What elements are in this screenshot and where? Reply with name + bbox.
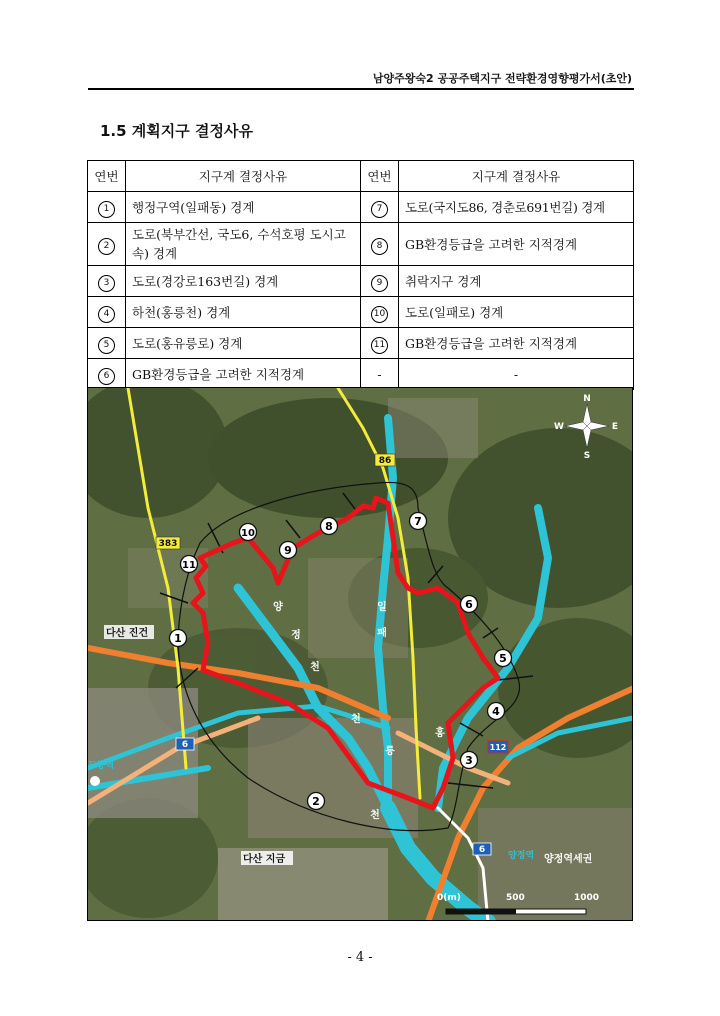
svg-text:4: 4 xyxy=(492,705,500,718)
row-number: 9 xyxy=(371,275,388,292)
row-number: 3 xyxy=(98,275,115,292)
svg-text:6: 6 xyxy=(465,598,473,611)
stream-char: 천 xyxy=(351,714,361,725)
row-number: 7 xyxy=(371,201,388,218)
row-number: 11 xyxy=(371,337,388,354)
marker-5 xyxy=(495,650,512,667)
reason-cell: 도로(북부간선, 국도6, 수석호평 도시고속) 경계 xyxy=(126,223,361,266)
place-label: 양정역 xyxy=(508,851,535,861)
scale-zero-label: 0(m) xyxy=(437,893,461,903)
stream-char: 패 xyxy=(377,628,387,639)
stream-char: 홍 xyxy=(435,728,445,739)
table-row xyxy=(88,328,634,359)
row-number: 1 xyxy=(98,201,115,218)
reason-cell: GB환경등급을 고려한 지적경계 xyxy=(399,328,634,359)
table-row xyxy=(88,359,634,390)
header-rule xyxy=(88,88,634,90)
row-number: - xyxy=(361,359,399,390)
svg-text:2: 2 xyxy=(312,795,320,808)
reason-cell: 행정구역(일패동) 경계 xyxy=(126,192,361,223)
reason-cell: - xyxy=(399,359,634,390)
scale-mid-label: 500 xyxy=(506,893,525,903)
svg-text:5: 5 xyxy=(499,652,507,665)
table-row xyxy=(88,192,634,223)
marker-9 xyxy=(280,542,297,559)
place-label: 도농역 xyxy=(88,761,115,771)
column-header-reason: 지구계 결정사유 xyxy=(399,161,634,192)
reason-cell: 도로(일패로) 경계 xyxy=(399,297,634,328)
svg-text:3: 3 xyxy=(465,754,473,767)
svg-text:9: 9 xyxy=(284,544,292,557)
section-title: 1.5 계획지구 결정사유 xyxy=(100,122,253,140)
table-row xyxy=(88,297,634,328)
svg-text:112: 112 xyxy=(489,743,507,752)
marker-1 xyxy=(170,630,187,647)
road-shield-6 xyxy=(473,843,491,855)
road-shield-112 xyxy=(488,741,508,753)
table-row xyxy=(88,266,634,297)
column-header-no: 연번 xyxy=(88,161,126,192)
row-number: 4 xyxy=(98,306,115,323)
svg-text:11: 11 xyxy=(182,560,196,571)
svg-text:10: 10 xyxy=(241,528,255,539)
svg-text:1: 1 xyxy=(174,632,182,645)
road-shield-86 xyxy=(375,454,395,466)
marker-3 xyxy=(461,752,478,769)
place-label: 다산 지금 xyxy=(243,854,286,865)
column-header-no: 연번 xyxy=(361,161,399,192)
stream-char: 양 xyxy=(273,602,283,613)
stream-char: 일 xyxy=(377,602,387,613)
place-label: 다산 진건 xyxy=(106,628,149,639)
column-header-reason: 지구계 결정사유 xyxy=(126,161,361,192)
marker-7 xyxy=(410,513,427,530)
row-number: 8 xyxy=(371,238,388,255)
boundary-reason-table xyxy=(87,160,634,390)
marker-10 xyxy=(240,524,257,541)
reason-cell: 하천(홍릉천) 경계 xyxy=(126,297,361,328)
road-shield-383 xyxy=(156,537,180,549)
svg-text:8: 8 xyxy=(325,520,333,533)
stream-char: 천 xyxy=(370,810,380,821)
stream-char: 릉 xyxy=(385,746,395,757)
reason-cell: 도로(경강로163번길) 경계 xyxy=(126,266,361,297)
marker-8 xyxy=(321,518,338,535)
compass-south-label: S xyxy=(583,451,591,461)
svg-text:7: 7 xyxy=(414,515,422,528)
svg-text:383: 383 xyxy=(158,539,178,549)
marker-2 xyxy=(308,793,325,810)
row-number: 10 xyxy=(371,306,388,323)
reason-cell: GB환경등급을 고려한 지적경계 xyxy=(126,359,361,390)
compass-west-label: W xyxy=(554,422,564,432)
marker-11 xyxy=(181,556,198,573)
marker-4 xyxy=(488,703,505,720)
compass-north-label: N xyxy=(583,394,591,404)
svg-text:6: 6 xyxy=(478,845,486,855)
svg-text:86: 86 xyxy=(378,456,392,466)
reason-cell: 도로(국지도86, 경춘로691번길) 경계 xyxy=(399,192,634,223)
compass-east-label: E xyxy=(611,422,619,432)
reason-cell: GB환경등급을 고려한 지적경계 xyxy=(399,223,634,266)
row-number: 6 xyxy=(98,368,115,385)
table-row xyxy=(88,223,634,266)
stream-char: 천 xyxy=(310,662,320,673)
stream-char: 정 xyxy=(291,630,301,641)
reason-cell: 도로(홍유릉로) 경계 xyxy=(126,328,361,359)
marker-6 xyxy=(461,596,478,613)
row-number: 2 xyxy=(98,238,115,255)
svg-text:6: 6 xyxy=(181,740,189,750)
place-label: 양정역세권 xyxy=(544,854,593,865)
reason-cell: 취락지구 경계 xyxy=(399,266,634,297)
table-header-row xyxy=(88,161,634,192)
document-header-title: 남양주왕숙2 공공주택지구 전략환경영향평가서(초안) xyxy=(372,72,632,85)
row-number: 5 xyxy=(98,337,115,354)
district-boundary-map xyxy=(87,387,633,921)
road-shield-6 xyxy=(176,738,194,750)
scale-max-label: 1000 xyxy=(574,893,600,903)
page-number: - 4 - xyxy=(347,950,373,965)
aerial-map-svg xyxy=(88,388,633,921)
